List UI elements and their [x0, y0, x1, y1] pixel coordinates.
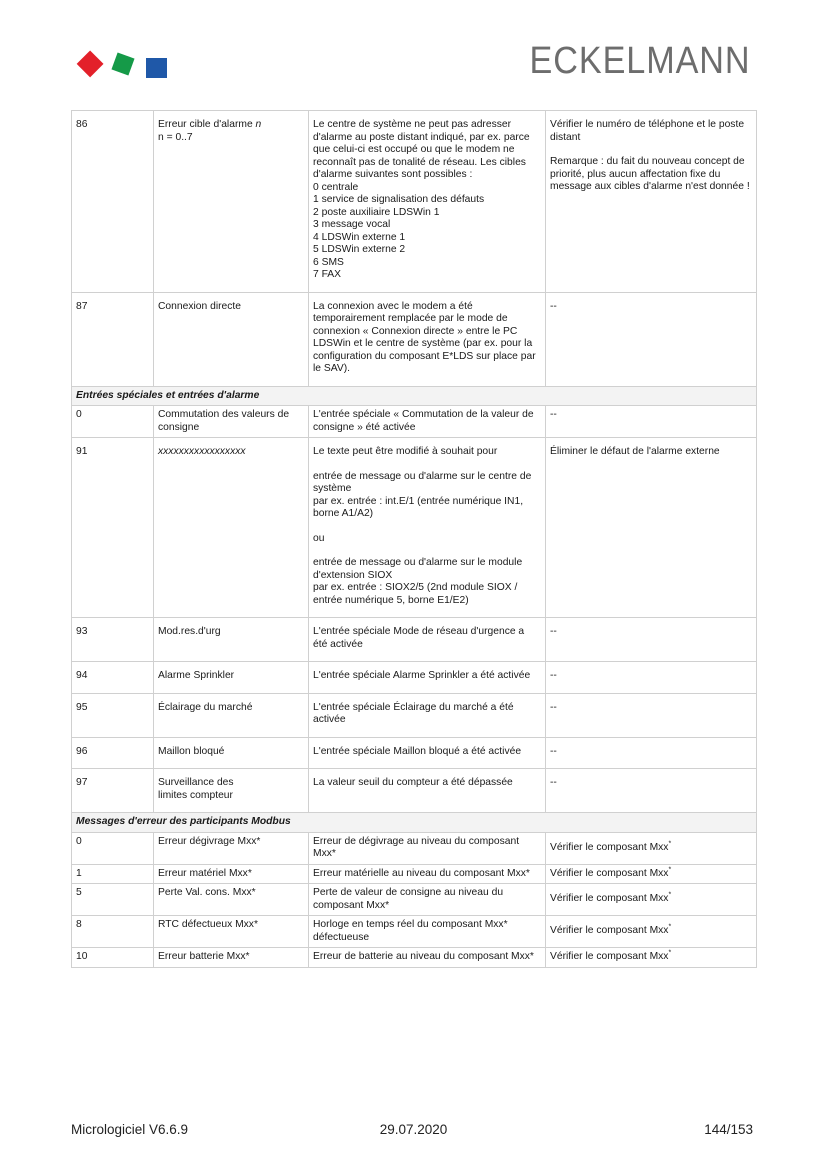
- desc-line: entrée de message ou d'alarme sur le module d'extension SIOX: [313, 557, 523, 581]
- logo-green-square: [111, 52, 134, 75]
- remedy-cell: --: [546, 662, 757, 694]
- table-row: [72, 111, 757, 293]
- description-cell: L'entrée spéciale « Commutation de la valeur de consigne » été activée: [309, 406, 546, 438]
- description-cell: Erreur de dégivrage au niveau du composant Mxx*: [309, 832, 546, 864]
- desc-line: Le centre de système ne peut pas adresser d'alarme au poste distant indiqué, par ex. parce que celui-ci est occupé ou que le modem ne reconnaît pas de tonalité de réseau. Les cibles d'alarme suivantes sont possibles :: [313, 119, 530, 180]
- footer-page-number: 144/153: [704, 1122, 753, 1137]
- description-cell: Erreur de batterie au niveau du composant Mxx*: [309, 948, 546, 968]
- footnote-star: *: [668, 891, 672, 899]
- remedy-cell: [546, 948, 757, 968]
- desc-line: 6 SMS: [313, 256, 344, 268]
- code-cell: 86: [72, 111, 154, 293]
- code-cell: 10: [72, 948, 154, 968]
- label-cell: Perte Val. cons. Mxx*: [154, 884, 309, 916]
- remedy-cell: [546, 916, 757, 948]
- description-cell: L'entrée spéciale Maillon bloqué a été activée: [309, 737, 546, 769]
- logo-blue-square: [146, 58, 167, 78]
- desc-line: 1 service de signalisation des défauts: [313, 194, 485, 205]
- label-cell: Commutation des valeurs de consigne: [154, 406, 309, 438]
- code-cell: 96: [72, 737, 154, 769]
- table-row: [72, 693, 757, 737]
- code-cell: 5: [72, 884, 154, 916]
- code-cell: 0: [72, 832, 154, 864]
- remedy-cell: [546, 111, 757, 293]
- footnote-star: *: [668, 866, 672, 874]
- label-cell: Surveillance des limites compteur: [154, 769, 309, 813]
- remedy-text: Vérifier le composant Mxx: [550, 841, 669, 853]
- table-row: [72, 916, 757, 948]
- code-cell: 87: [72, 292, 154, 386]
- section-header-row: [72, 386, 757, 406]
- table-row: [72, 832, 757, 864]
- label-text: Erreur cible d'alarme: [158, 119, 256, 130]
- description-cell: Erreur matérielle au niveau du composant Mxx*: [309, 864, 546, 884]
- remedy-cell: --: [546, 292, 757, 386]
- remedy-text: Vérifier le composant Mxx: [550, 951, 669, 962]
- desc-line: 3 message vocal: [313, 219, 391, 230]
- remedy-cell: [546, 864, 757, 884]
- table-row: [72, 438, 757, 618]
- label-cell: Alarme Sprinkler: [154, 662, 309, 694]
- desc-line: par ex. entrée : int.E/1 (entrée numérique IN1, borne A1/A2): [313, 495, 524, 519]
- label-cell: Erreur matériel Mxx*: [154, 864, 309, 884]
- remedy-text: Vérifier le composant Mxx: [550, 925, 669, 937]
- desc-line: 7 FAX: [313, 269, 342, 280]
- section-title: Messages d'erreur des participants Modbus: [72, 813, 757, 833]
- table-row: [72, 737, 757, 769]
- table-row: [72, 406, 757, 438]
- label-cell: Éclairage du marché: [154, 693, 309, 737]
- code-cell: 8: [72, 916, 154, 948]
- footnote-star: *: [668, 949, 672, 957]
- table-row: [72, 769, 757, 813]
- remedy-line: Vérifier le numéro de téléphone et le poste distant: [550, 119, 745, 143]
- description-cell: Perte de valeur de consigne au niveau du composant Mxx*: [309, 884, 546, 916]
- remedy-cell: --: [546, 406, 757, 438]
- label-cell: Erreur batterie Mxx*: [154, 948, 309, 968]
- remedy-text: Vérifier le composant Mxx: [550, 867, 669, 879]
- code-cell: 97: [72, 769, 154, 813]
- footer-product: Micrologiciel V6.6.9: [71, 1122, 189, 1137]
- desc-line: entrée de message ou d'alarme sur le centre de système: [313, 470, 532, 494]
- label-cell: Connexion directe: [154, 292, 309, 386]
- table-row: [72, 292, 757, 386]
- desc-line: Le texte peut être modifié à souhait pour: [313, 446, 498, 457]
- description-cell: La connexion avec le modem a été temporairement remplacée par le mode de connexion « Connexion directe » entre le PC LDSWin et le centre de système (par ex. pour la configuration du composant E*LDS sur place par le SAV).: [309, 292, 546, 386]
- table-row: [72, 662, 757, 694]
- label-line2: n = 0..7: [158, 131, 193, 143]
- code-cell: 0: [72, 406, 154, 438]
- table-row: [72, 864, 757, 884]
- footer-date: 29.07.2020: [379, 1122, 448, 1137]
- label-cell: Erreur dégivrage Mxx*: [154, 832, 309, 864]
- description-cell: L'entrée spéciale Éclairage du marché a été activée: [309, 693, 546, 737]
- desc-line: ou: [313, 532, 325, 544]
- code-cell: 95: [72, 693, 154, 737]
- code-cell: 93: [72, 618, 154, 662]
- remedy-cell: [546, 832, 757, 864]
- desc-line: 0 centrale: [313, 181, 359, 193]
- remedy-cell: --: [546, 693, 757, 737]
- remedy-cell: --: [546, 769, 757, 813]
- label-italic-n: n: [255, 119, 262, 130]
- description-cell: L'entrée spéciale Alarme Sprinkler a été activée: [309, 662, 546, 694]
- remedy-cell: [546, 884, 757, 916]
- logo-red-square: [77, 50, 104, 77]
- section-title: Entrées spéciales et entrées d'alarme: [72, 386, 757, 406]
- table-row: [72, 618, 757, 662]
- desc-line: 5 LDSWin externe 2: [313, 244, 406, 255]
- error-message-table: [71, 110, 757, 968]
- description-cell: Horloge en temps réel du composant Mxx* défectueuse: [309, 916, 546, 948]
- code-cell: 94: [72, 662, 154, 694]
- remedy-cell: Éliminer le défaut de l'alarme externe: [546, 438, 757, 618]
- table-row: [72, 948, 757, 968]
- label-cell: Mod.res.d'urg: [154, 618, 309, 662]
- table-row: [72, 884, 757, 916]
- eckelmann-logo-icon: [74, 47, 169, 83]
- label-cell: [154, 438, 309, 618]
- label-cell: RTC défectueux Mxx*: [154, 916, 309, 948]
- description-cell: [309, 438, 546, 618]
- remedy-text: Vérifier le composant Mxx: [550, 893, 669, 905]
- footnote-star: *: [668, 840, 672, 848]
- remedy-note: Remarque : du fait du nouveau concept de priorité, plus aucun affectation fixe du message aux cibles d'alarme n'est donnée !: [550, 156, 750, 192]
- description-cell: [309, 111, 546, 293]
- footnote-star: *: [668, 923, 672, 931]
- remedy-cell: --: [546, 618, 757, 662]
- desc-line: 2 poste auxiliaire LDSWin 1: [313, 206, 440, 218]
- label-italic: xxxxxxxxxxxxxxxxx: [158, 446, 246, 457]
- code-cell: 91: [72, 438, 154, 618]
- desc-line: 4 LDSWin externe 1: [313, 231, 406, 243]
- description-cell: La valeur seuil du compteur a été dépassée: [309, 769, 546, 813]
- brand-wordmark: ECKELMANN: [529, 40, 750, 82]
- label-cell: [154, 111, 309, 293]
- desc-line: par ex. entrée : SIOX2/5 (2nd module SIOX / entrée numérique 5, borne E1/E2): [313, 582, 518, 606]
- code-cell: 1: [72, 864, 154, 884]
- label-cell: Maillon bloqué: [154, 737, 309, 769]
- remedy-cell: --: [546, 737, 757, 769]
- description-cell: L'entrée spéciale Mode de réseau d'urgence a été activée: [309, 618, 546, 662]
- section-header-row: [72, 813, 757, 833]
